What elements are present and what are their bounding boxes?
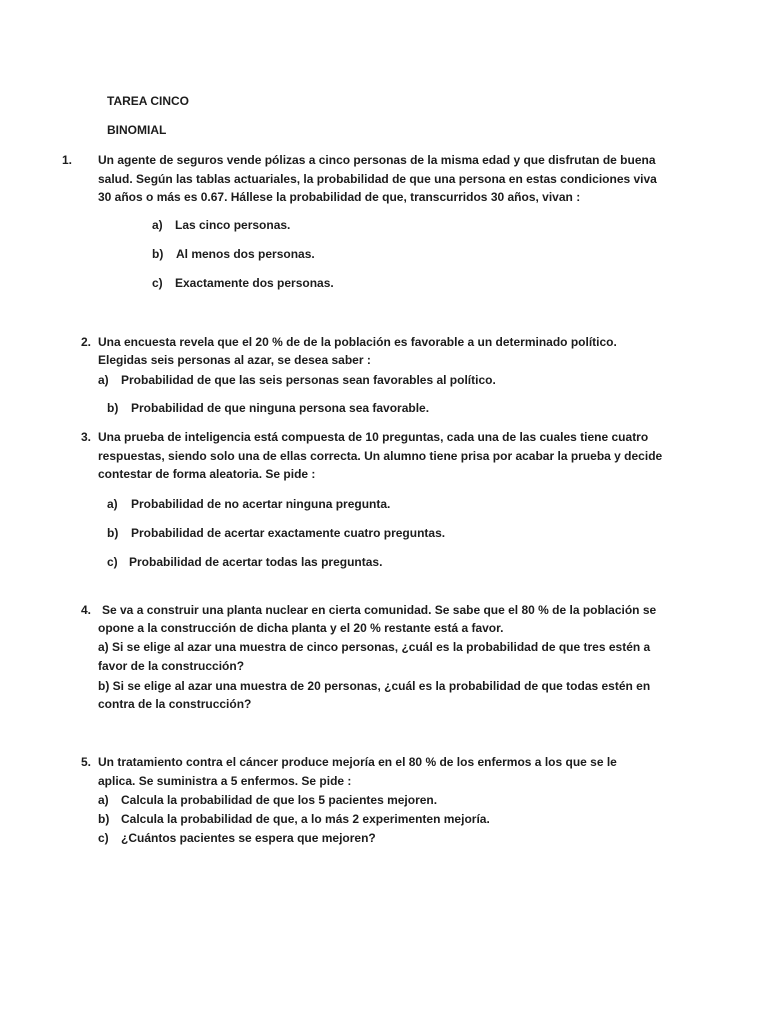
item-text: Calcula la probabilidad de que, a lo más 2 experimenten mejoría. — [121, 812, 490, 826]
question-text-line: Un tratamiento contra el cáncer produce mejoría en el 80 % de los enfermos a los que se le — [98, 755, 617, 769]
question-text-line: contra de la construcción? — [98, 697, 252, 711]
item-label: b) — [107, 526, 119, 540]
item-text: Probabilidad de que las seis personas sean favorables al político. — [121, 373, 496, 387]
item-text: Las cinco personas. — [175, 218, 291, 232]
item-text: Probabilidad de que ninguna persona sea favorable. — [131, 401, 430, 415]
question-text-line: opone a la construcción de dicha planta y el 20 % restante está a favor. — [98, 621, 504, 635]
item-label: c) — [107, 555, 118, 569]
question-text-line: Elegidas seis personas al azar, se desea saber : — [98, 353, 371, 367]
question-text-line: salud. Según las tablas actuariales, la probabilidad de que una persona en estas condiciones viva — [98, 172, 657, 186]
question-number: 3. — [81, 430, 92, 444]
item-text: ¿Cuántos pacientes se espera que mejoren? — [121, 831, 376, 845]
document-subtitle: BINOMIAL — [107, 123, 167, 137]
item-text: Calcula la probabilidad de que los 5 pacientes mejoren. — [121, 793, 438, 807]
document-title: TAREA CINCO — [107, 94, 189, 108]
item-text: Probabilidad de acertar exactamente cuatro preguntas. — [131, 526, 446, 540]
item-label: a) — [98, 373, 109, 387]
item-label: a) — [98, 793, 109, 807]
item-text: Probabilidad de no acertar ninguna pregunta. — [131, 497, 391, 511]
item-label: a) — [152, 218, 163, 232]
question-number: 4. — [81, 603, 92, 617]
item-label: b) — [152, 247, 164, 261]
question-number: 2. — [81, 335, 92, 349]
question-text-line: favor de la construcción? — [98, 659, 245, 673]
item-label: a) — [107, 497, 118, 511]
question-text-line: contestar de forma aleatoria. Se pide : — [98, 467, 316, 481]
question-text-line: a) Si se elige al azar una muestra de cinco personas, ¿cuál es la probabilidad de que tres estén a — [98, 640, 651, 654]
question-text-line: aplica. Se suministra a 5 enfermos. Se pide : — [98, 774, 352, 788]
question-text-line: Un agente de seguros vende pólizas a cinco personas de la misma edad y que disfrutan de buena — [98, 153, 656, 167]
question-number: 1. — [62, 153, 73, 167]
question-text-line: b) Si se elige al azar una muestra de 20 personas, ¿cuál es la probabilidad de que todas estén en — [98, 679, 651, 693]
item-label: c) — [152, 276, 163, 290]
item-label: b) — [98, 812, 110, 826]
item-label: b) — [107, 401, 119, 415]
item-label: c) — [98, 831, 109, 845]
question-number: 5. — [81, 755, 92, 769]
question-text-line: Se va a construir una planta nuclear en cierta comunidad. Se sabe que el 80 % de la población se — [102, 603, 657, 617]
item-text: Al menos dos personas. — [176, 247, 315, 261]
item-text: Probabilidad de acertar todas las preguntas. — [129, 555, 383, 569]
item-text: Exactamente dos personas. — [175, 276, 334, 290]
question-text-line: 30 años o más es 0.67. Hállese la probabilidad de que, transcurridos 30 años, vivan : — [98, 190, 581, 204]
question-text-line: Una prueba de inteligencia está compuesta de 10 preguntas, cada una de las cuales tiene cuatro — [98, 430, 649, 444]
question-text-line: respuestas, siendo solo una de ellas correcta. Un alumno tiene prisa por acabar la prueba y decide — [98, 449, 663, 463]
question-text-line: Una encuesta revela que el 20 % de de la población es favorable a un determinado político. — [98, 335, 617, 349]
